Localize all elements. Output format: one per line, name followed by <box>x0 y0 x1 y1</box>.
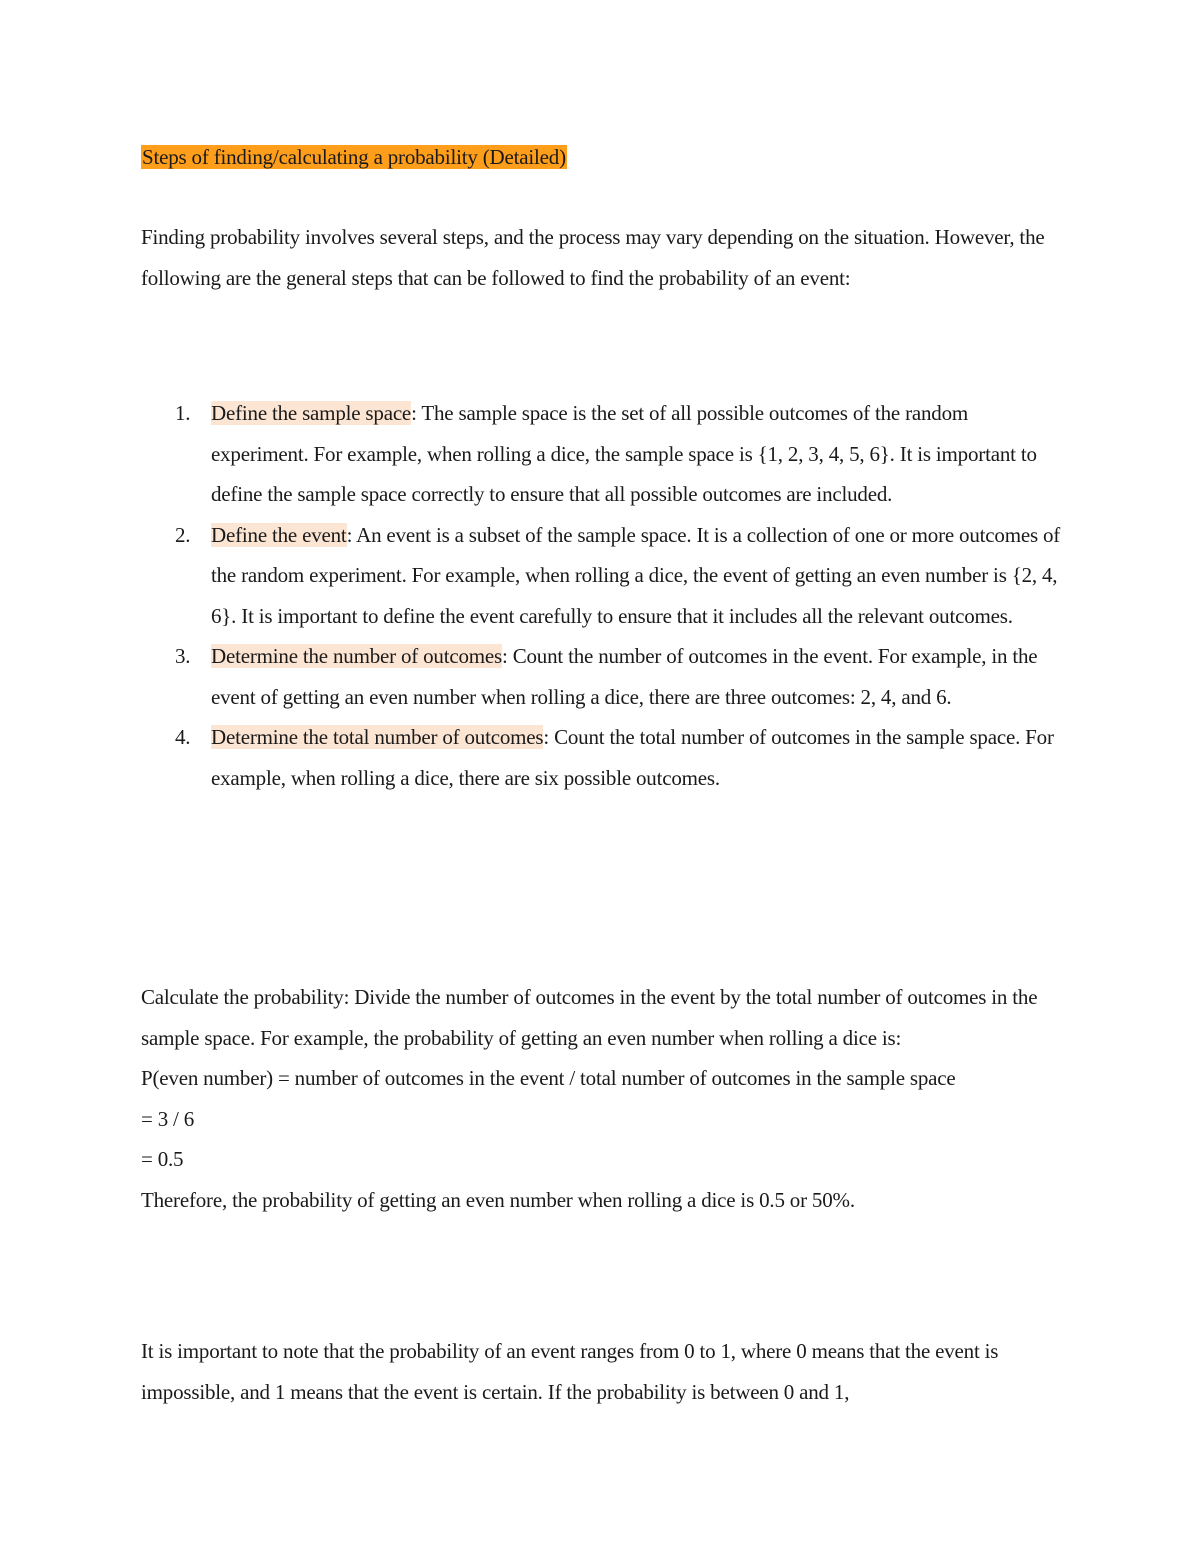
list-item <box>141 393 1061 515</box>
list-number: 2. <box>175 522 191 547</box>
step-term-highlight: Determine the number of outcomes <box>211 644 503 668</box>
intro-paragraph: Finding probability involves several steps, and the process may vary depending on the situation. However, the following are the general steps that can be followed to find the probability of an event: <box>141 225 1045 290</box>
calculation-section <box>141 977 1061 1220</box>
formula-result: = 0.5 <box>141 1147 184 1171</box>
step-description: : Count the number of outcomes in the event. For example, in the event of getting an even number when rolling a dice, there are three outcomes: 2, 4, and 6. <box>211 644 1038 709</box>
step-term-highlight: Define the sample space <box>211 401 412 425</box>
formula-step: = 3 / 6 <box>141 1106 195 1131</box>
steps-list <box>141 393 1061 798</box>
list-number: 3. <box>175 644 191 668</box>
list-number: 4. <box>175 725 191 749</box>
step-term-highlight: Define the event <box>211 522 347 547</box>
step-term-highlight: Determine the total number of outcomes <box>211 725 544 749</box>
list-item <box>141 515 1061 637</box>
title-highlight: Steps of finding/calculating a probability (Detailed) <box>142 145 566 169</box>
list-item <box>141 636 1061 717</box>
probability-formula: P(even number) = number of outcomes in the event / total number of outcomes in the sample space <box>141 1066 956 1090</box>
document-title <box>141 137 1061 177</box>
note-paragraph: It is important to note that the probability of an event ranges from 0 to 1, where 0 means that the event is impossible, and 1 means that the event is certain. If the probability is between 0 and 1, <box>141 1339 999 1404</box>
list-item <box>141 717 1061 798</box>
step-description: : The sample space is the set of all possible outcomes of the random experiment. For example, when rolling a dice, the sample space is {1, 2, 3, 4, 5, 6}. It is important to define the sample space correctly to ensure that all possible outcomes are included. <box>211 401 1037 506</box>
calculation-conclusion: Therefore, the probability of getting an even number when rolling a dice is 0.5 or 50%. <box>141 1187 855 1212</box>
list-number: 1. <box>175 401 191 425</box>
calculation-intro: Calculate the probability: Divide the number of outcomes in the event by the total number of outcomes in the sample space. For example, the probability of getting an even number when rolling a dice is: <box>141 985 1038 1050</box>
step-description: : Count the total number of outcomes in the sample space. For example, when rolling a dice, there are six possible outcomes. <box>211 725 1054 790</box>
step-description: : An event is a subset of the sample space. It is a collection of one or more outcomes of the random experiment. For example, when rolling a dice, the event of getting an even number is {2, 4, 6}. It is important to define the event carefully to ensure that it includes all the relevant outcomes. <box>211 522 1061 628</box>
